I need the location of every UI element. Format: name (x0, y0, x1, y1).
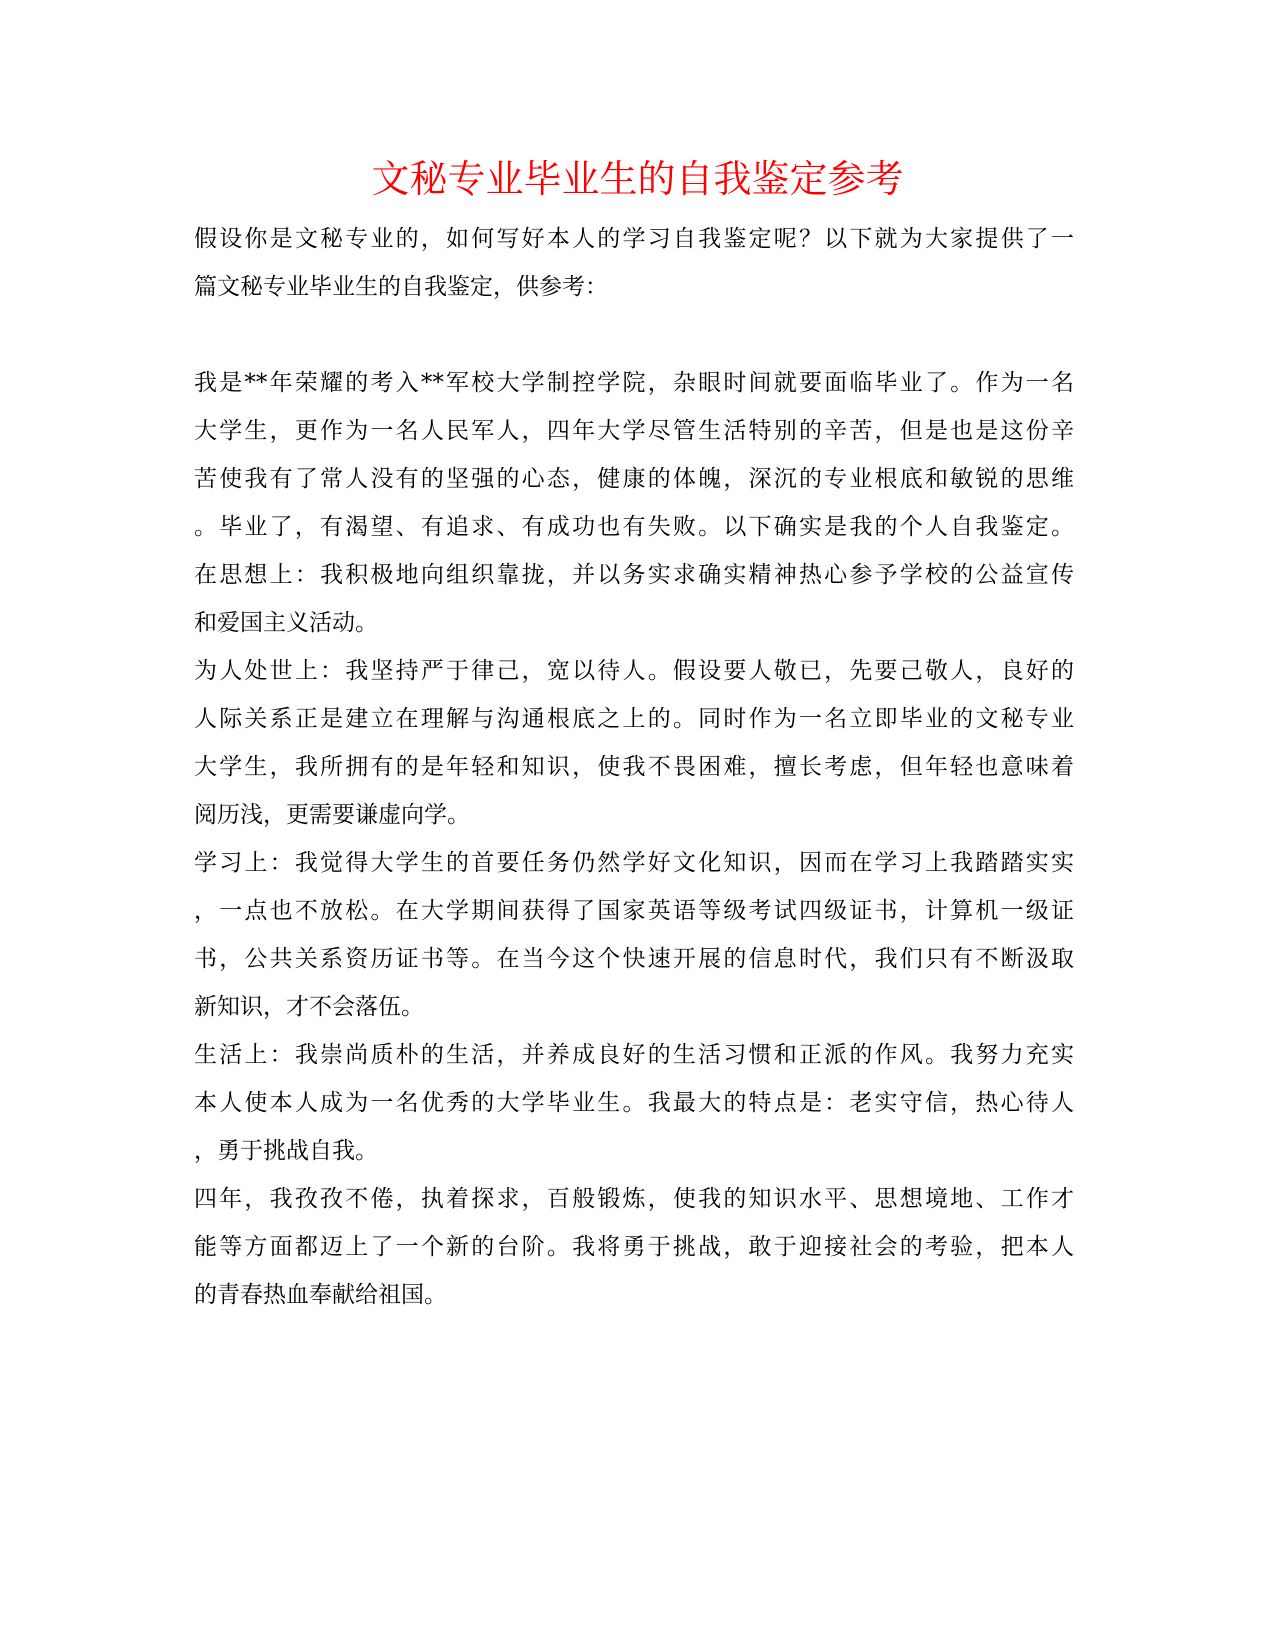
text-line: 我是**年荣耀的考入**军校大学制控学院，杂眼时间就要面临毕业了。作为一名 (194, 370, 1074, 396)
text-line: 苦使我有了常人没有的坚强的心态，健康的体魄，深沉的专业根底和敏锐的思维 (194, 466, 1074, 492)
text-line: 书，公共关系资历证书等。在当今这个快速开展的信息时代，我们只有不断汲取 (194, 946, 1074, 972)
text-line: 阅历浅，更需要谦虚向学。 (194, 802, 470, 828)
text-line: 本人使本人成为一名优秀的大学毕业生。我最大的特点是：老实守信，热心待人 (194, 1090, 1074, 1116)
text-line: ，勇于挑战自我。 (194, 1138, 378, 1164)
text-line: 。毕业了，有渴望、有追求、有成功也有失败。以下确实是我的个人自我鉴定。 (194, 514, 1074, 540)
text-line: 在思想上：我积极地向组织靠拢，并以务实求确实精神热心参予学校的公益宣传 (194, 562, 1074, 588)
document-body (194, 215, 1074, 1319)
text-line: 假设你是文秘专业的，如何写好本人的学习自我鉴定呢？以下就为大家提供了一 (194, 226, 1074, 252)
text-line: 能等方面都迈上了一个新的台阶。我将勇于挑战，敢于迎接社会的考验，把本人 (194, 1234, 1074, 1260)
text-line: ，一点也不放松。在大学期间获得了国家英语等级考试四级证书，计算机一级证 (194, 898, 1074, 924)
text-line: 大学生，我所拥有的是年轻和知识，使我不畏困难，擅长考虑，但年轻也意味着 (194, 754, 1074, 780)
document-title: 文秘专业毕业生的自我鉴定参考 (371, 157, 904, 201)
text-line: 人际关系正是建立在理解与沟通根底之上的。同时作为一名立即毕业的文秘专业 (194, 706, 1074, 732)
text-line: 大学生，更作为一名人民军人，四年大学尽管生活特别的辛苦，但是也是这份辛 (194, 418, 1074, 444)
text-line: 篇文秘专业毕业生的自我鉴定，供参考： (194, 274, 608, 300)
text-line: 为人处世上：我坚持严于律己，宽以待人。假设要人敬已，先要己敬人，良好的 (194, 658, 1074, 684)
text-line: 生活上：我崇尚质朴的生活，并养成良好的生活习惯和正派的作风。我努力充实 (194, 1042, 1074, 1068)
blank-line (194, 311, 1074, 359)
text-line: 四年，我孜孜不倦，执着探求，百般锻炼，使我的知识水平、思想境地、工作才 (194, 1186, 1074, 1212)
text-line: 新知识，才不会落伍。 (194, 994, 424, 1020)
text-line: 学习上：我觉得大学生的首要任务仍然学好文化知识，因而在学习上我踏踏实实 (194, 850, 1074, 876)
text-line: 和爱国主义活动。 (194, 610, 378, 636)
text-line: 的青春热血奉献给祖国。 (194, 1282, 447, 1308)
